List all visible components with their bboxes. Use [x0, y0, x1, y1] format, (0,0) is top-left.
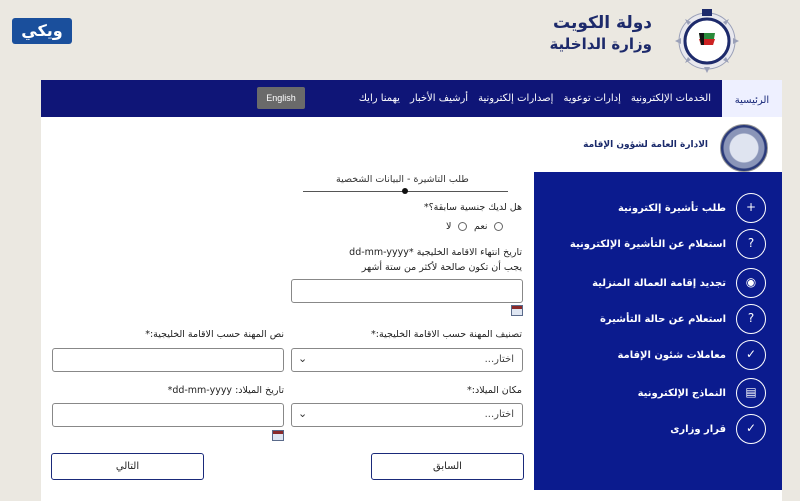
nav-item-feedback[interactable]: يهمنا رايك — [358, 93, 400, 104]
nav-item-eservices[interactable]: الخدمات الإلكترونية — [630, 93, 711, 104]
form-step-dot — [402, 188, 408, 194]
ministry-title-line2: وزارة الداخلية — [549, 35, 652, 53]
kuwait-police-emblem-icon — [669, 3, 745, 75]
document-check-icon: ✓ — [736, 340, 766, 370]
form-step-label: طلب التاشيرة - البيانات الشخصية — [336, 174, 469, 185]
form-icon: ▤ — [736, 378, 766, 408]
sidebar-item-label: قرار وزارى — [670, 423, 726, 435]
residency-expiry-input[interactable] — [291, 279, 523, 303]
select-placeholder: اختار... — [484, 409, 514, 420]
nav-items — [354, 80, 716, 117]
sidebar-item-residency-transactions[interactable] — [534, 339, 782, 371]
next-button[interactable]: التالي — [51, 453, 204, 480]
id-card-icon: ◉ — [736, 268, 766, 298]
sidebar-item-label: تجديد إقامة العمالة المنزلية — [592, 277, 726, 289]
sidebar-item-visa-inquiry[interactable] — [534, 228, 782, 260]
prev-button[interactable]: السابق — [371, 453, 524, 480]
birth-place-select[interactable] — [291, 403, 523, 427]
residency-expiry-label: تاريخ انتهاء الاقامة الخليجية *dd-mm-yyyy — [349, 247, 522, 258]
document-plus-icon: + — [736, 193, 766, 223]
sidebar-item-visa-status[interactable] — [534, 303, 782, 335]
sidebar-item-label: معاملات شئون الإقامة — [617, 349, 726, 361]
sidebar-item-label: طلب تأشيرة إلكترونية — [617, 202, 726, 214]
services-sidebar — [534, 172, 782, 490]
residency-expiry-note: يجب أن تكون صالحة لأكثر من ستة أشهر — [361, 262, 522, 273]
chevron-down-icon: ⌄ — [298, 407, 308, 420]
sidebar-item-eforms[interactable] — [534, 377, 782, 409]
sidebar-item-label: استعلام عن حالة التأشيرة — [599, 313, 726, 325]
sidebar-item-label: النماذج الإلكترونية — [637, 387, 726, 399]
profession-class-select[interactable] — [291, 348, 523, 372]
main-navbar — [41, 80, 782, 117]
chevron-down-icon: ⌄ — [298, 352, 308, 365]
sidebar-item-label: استعلام عن التأشيرة الإلكترونية — [569, 238, 726, 250]
radio-yes-label: نعم — [474, 221, 488, 232]
nav-item-awareness[interactable]: إدارات توعوية — [563, 93, 621, 104]
select-placeholder: اختار... — [484, 354, 514, 365]
sidebar-item-domestic-renewal[interactable] — [534, 267, 782, 299]
sidebar-item-visa-request[interactable] — [534, 192, 782, 224]
wiki-logo: ويكي — [12, 18, 72, 44]
calendar-icon[interactable] — [272, 430, 284, 441]
radio-yes[interactable] — [494, 222, 503, 231]
prev-nationality-label: هل لديك جنسية سابقة؟* — [423, 202, 522, 213]
radio-no-label: لا — [446, 221, 452, 232]
calendar-icon[interactable] — [511, 305, 523, 316]
nav-home[interactable]: الرئيسية — [722, 80, 782, 117]
profession-text-input[interactable] — [52, 348, 284, 372]
radio-no[interactable] — [458, 222, 467, 231]
sidebar-item-ministerial-decision[interactable] — [534, 413, 782, 445]
language-english-button[interactable]: English — [257, 87, 305, 109]
document-check-icon: ✓ — [736, 414, 766, 444]
residency-seal-icon — [720, 124, 768, 172]
document-question-icon: ? — [736, 304, 766, 334]
nav-item-publications[interactable]: إصدارات إلكترونية — [478, 93, 554, 104]
birth-date-label: تاريخ الميلاد: dd-mm-yyyy* — [167, 385, 284, 396]
ministry-title-line1: دولة الكويت — [552, 13, 652, 33]
nav-item-news-archive[interactable]: أرشيف الأخبار — [409, 93, 469, 104]
department-title: الادارة العامة لشؤون الإقامة — [583, 140, 708, 150]
birth-place-label: مكان الميلاد:* — [467, 385, 522, 396]
birth-date-input[interactable] — [52, 403, 284, 427]
document-question-icon: ? — [736, 229, 766, 259]
ministry-title — [549, 12, 652, 54]
profession-text-label: نص المهنة حسب الاقامة الخليجية:* — [145, 329, 284, 340]
profession-class-label: تصنيف المهنة حسب الاقامة الخليجية:* — [371, 329, 522, 340]
